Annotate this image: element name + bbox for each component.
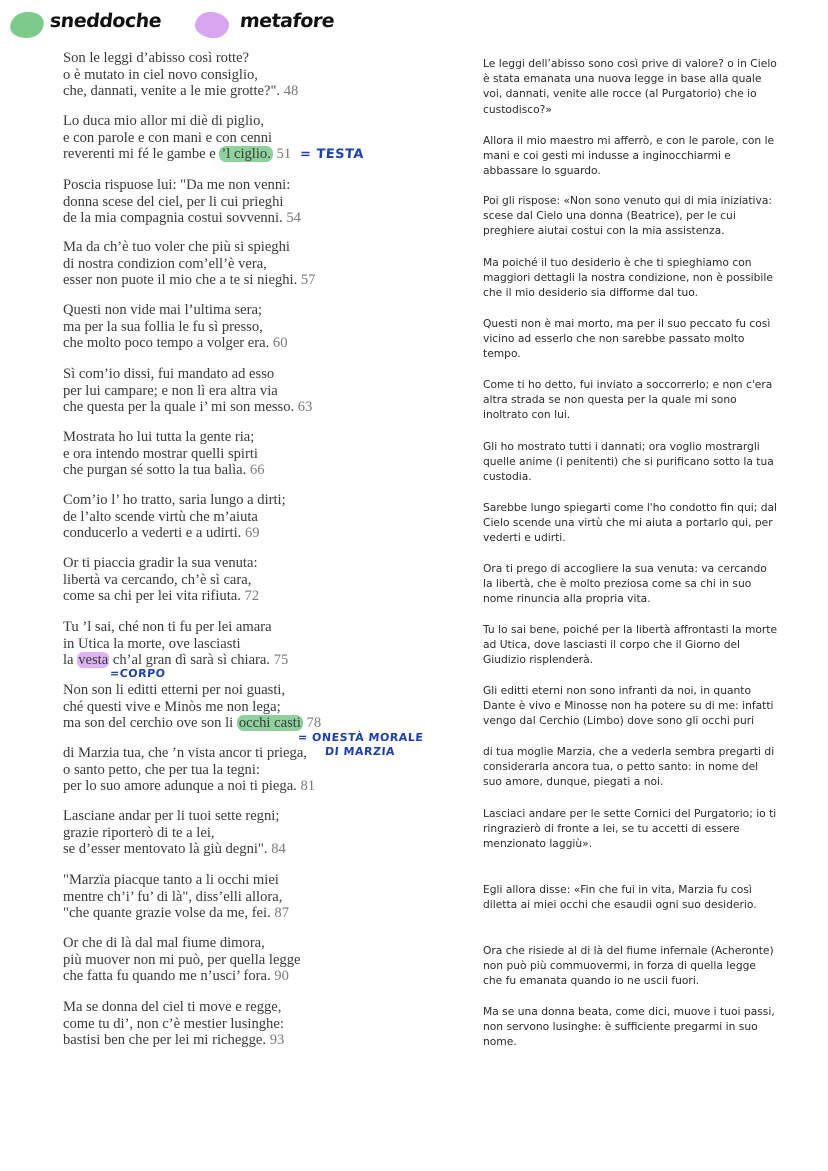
translation-paragraph: Sarebbe lungo spiegarti come l'ho condotto fin qui; dal Cielo scende una virtù che mi aiuta a portarlo qui, per vederti e udirti. bbox=[483, 501, 777, 545]
verse-line: come tu di’, non c’è mestier lusinghe: bbox=[63, 1015, 284, 1032]
verse-line: "Marzïa piacque tanto a li occhi miei bbox=[63, 872, 279, 888]
verse-line: o santo petto, che per tua la tegni: bbox=[63, 761, 260, 778]
green-highlight-swatch bbox=[8, 10, 45, 40]
translation-paragraph: Ma poiché il tuo desiderio è che ti spieghiamo con maggiori dettagli la nostra condizione, non è possibile che il mio desiderio sia difforme dal tuo. bbox=[483, 256, 773, 300]
verse-line: ch’al gran dì sarà sì chiara. bbox=[109, 652, 271, 668]
annotation-testa: = TESTA bbox=[299, 147, 365, 162]
verse-line: Ma da ch’è tuo voler che più si spieghi bbox=[63, 239, 290, 255]
verse-line: Tu ’l sai, ché non ti fu per lei amara bbox=[63, 619, 272, 635]
line-number: 78 bbox=[306, 715, 322, 731]
annotation-onesta-line2: DI MARZIA bbox=[324, 745, 396, 758]
line-number: 54 bbox=[286, 210, 301, 226]
line-number: 93 bbox=[269, 1032, 285, 1048]
line-number: 81 bbox=[300, 778, 316, 794]
verse-line: conducerlo a vederti e a udirti. bbox=[63, 525, 242, 541]
translation-paragraph: Ora che risiede al di là del fiume infernale (Acheronte) non può più commuovermi, in forza di quella legge che fu emanata quando io ne uscii fuori. bbox=[483, 944, 774, 988]
stanza-84 bbox=[63, 808, 483, 858]
verse-line: esser non puote il mio che a te si nieghi. bbox=[63, 272, 298, 288]
synecdoche-highlight: occhi casti bbox=[238, 715, 301, 731]
legend bbox=[10, 6, 410, 38]
line-number: 84 bbox=[271, 841, 286, 857]
line-number: 87 bbox=[274, 905, 289, 921]
metaphor-highlight: vesta bbox=[78, 652, 109, 668]
line-number: 48 bbox=[283, 83, 299, 99]
verse-line: più muover non mi può, per quella legge bbox=[63, 951, 301, 968]
verse-line: ma son del cerchio ove son li bbox=[63, 715, 237, 731]
verse-line: Questi non vide mai l’ultima sera; bbox=[63, 302, 262, 318]
verse-line: Mostrata ho lui tutta la gente ria; bbox=[63, 429, 255, 445]
stanza-54 bbox=[63, 177, 483, 227]
verse-line: mentre ch’i’ fu’ di là", diss’elli allora, bbox=[63, 888, 283, 905]
verse-line: Lo duca mio allor mi diè di piglio, bbox=[63, 113, 265, 129]
stanza-63 bbox=[63, 366, 483, 416]
translation-paragraph: di tua moglie Marzia, che a vederla sembra pregarti di considerarla ancora tua, o petto santo: in nome del suo amore, dunque, piegati a noi. bbox=[483, 745, 775, 789]
verse-line: e con parole e con mani e con cenni bbox=[63, 129, 273, 146]
line-number: 69 bbox=[244, 525, 260, 541]
translation-paragraph: Gli editti eterni non sono infranti da noi, in quanto Dante è vivo e Minosse non ha potere su di me: infatti vengo dal Cerchio (Limbo) dove sono gli occhi puri bbox=[483, 684, 774, 728]
verse-line: che fatta fu quando me n’usci’ fora. bbox=[63, 968, 271, 984]
legend-label-metafore: metafore bbox=[238, 10, 336, 32]
verse-line: per lui campare; e non lì era altra via bbox=[63, 382, 278, 399]
verse-line: "che quante grazie volse da me, fei. bbox=[63, 905, 271, 921]
verse-line: Or che di là dal mal fiume dimora, bbox=[63, 935, 265, 951]
synecdoche-highlight: ’l ciglio. bbox=[221, 146, 271, 162]
stanza-51 bbox=[63, 113, 483, 163]
translation-paragraph: Gli ho mostrato tutti i dannati; ora voglio mostrargli quelle anime (i penitenti) che si purificano sotto la tua custodia. bbox=[483, 440, 774, 484]
translation-paragraph: Le leggi dell’abisso sono così prive di valore? o in Cielo è stata emanata una nuova legge in base alla quale voi, dannati, venite alle rocce (al Purgatorio) che io custodisco?» bbox=[483, 57, 777, 116]
translation-paragraph: Lasciaci andare per le sette Cornici del Purgatorio; io ti ringrazierò di fronte a lei, se tu accetti di essere menzionato laggiù». bbox=[483, 807, 777, 851]
verse-line: ma per la sua follia le fu sì presso, bbox=[63, 318, 263, 335]
verse-line: Ma se donna del ciel ti move e regge, bbox=[63, 999, 282, 1015]
verse-line: Sì com’io dissi, fui mandato ad esso bbox=[63, 366, 275, 382]
verse-line: Son le leggi d’abisso così rotte? bbox=[63, 50, 250, 66]
verse-line: se d’esser mentovato là giù degni". bbox=[63, 841, 268, 857]
verse-line: bastisi ben che per lei mi richegge. bbox=[63, 1032, 267, 1048]
stanza-75 bbox=[63, 619, 483, 669]
stanza-93 bbox=[63, 999, 483, 1049]
verse-line: di Marzia tua, che ’n vista ancor ti priega, bbox=[63, 745, 307, 761]
verse-line: o è mutato in ciel novo consiglio, bbox=[63, 66, 258, 83]
verse-line: per lo suo amore adunque a noi ti piega. bbox=[63, 778, 297, 794]
verse-line: che questa per la quale i’ mi son messo. bbox=[63, 399, 295, 415]
stanza-78 bbox=[63, 682, 483, 732]
translation-paragraph: Come ti ho detto, fui inviato a soccorrerlo; e non c'era altra strada se non questa per la quale mi sono inoltrato con lui. bbox=[483, 378, 773, 422]
line-number: 90 bbox=[274, 968, 289, 984]
stanza-48 bbox=[63, 50, 483, 100]
translation-paragraph: Poi gli rispose: «Non sono venuto qui di mia iniziativa: scese dal Cielo una donna (Beatrice), per le cui preghiere aiutai costui con la mia assistenza. bbox=[483, 194, 772, 238]
verse-line: de la mia compagnia costui sovvenni. bbox=[63, 210, 283, 226]
legend-label-sineddoche: sneddoche bbox=[48, 10, 163, 32]
line-number: 63 bbox=[297, 399, 313, 415]
purple-highlight-swatch bbox=[194, 10, 231, 39]
verse-line: Or ti piaccia gradir la sua venuta: bbox=[63, 555, 258, 571]
stanza-72 bbox=[63, 555, 483, 605]
stanza-90 bbox=[63, 935, 483, 985]
line-number: 51 bbox=[276, 146, 292, 162]
line-number: 75 bbox=[273, 652, 289, 668]
verse-line: che molto poco tempo a volger era. bbox=[63, 335, 270, 351]
verse-line: di nostra condizion com’ell’è vera, bbox=[63, 255, 267, 272]
verse-line: Poscia rispuose lui: "Da me non venni: bbox=[63, 177, 291, 193]
verse-line: libertà va cercando, ch’è sì cara, bbox=[63, 571, 252, 588]
verse-line: ché questi vive e Minòs me non lega; bbox=[63, 698, 281, 715]
stanza-81 bbox=[63, 745, 483, 795]
verse-line: in Utica la morte, ove lasciasti bbox=[63, 635, 241, 652]
verse-line: che, dannati, venite a le mie grotte?". bbox=[63, 83, 281, 99]
translation-paragraph: Ora ti prego di accogliere la sua venuta: va cercando la libertà, che è molto preziosa come sa chi in suo nome rinuncia alla propria vita. bbox=[483, 562, 767, 606]
line-number: 72 bbox=[244, 588, 260, 604]
verse-line: Non son li editti etterni per noi guasti, bbox=[63, 682, 286, 698]
translation-paragraph: Egli allora disse: «Fin che fui in vita, Marzia fu così diletta ai miei occhi che esaudii ogni suo desiderio. bbox=[483, 883, 757, 912]
verse-line: Com’io l’ ho tratto, saria lungo a dirti; bbox=[63, 492, 286, 508]
verse-line: la bbox=[63, 652, 78, 668]
verse-line: de l’alto scende virtù che m’aiuta bbox=[63, 508, 258, 525]
verse-line: che purgan sé sotto la tua balìa. bbox=[63, 462, 247, 478]
translation-paragraph: Ma se una donna beata, come dici, muove i tuoi passi, non servono lusinghe: è sufficiente pregarmi in suo nome. bbox=[483, 1005, 775, 1049]
verse-line: donna scese del ciel, per li cui prieghi bbox=[63, 193, 284, 210]
verse-line: grazie riporterò di te a lei, bbox=[63, 824, 215, 841]
stanza-66 bbox=[63, 429, 483, 479]
stanza-57 bbox=[63, 239, 483, 289]
translation-paragraph: Questi non è mai morto, ma per il suo peccato fu così vicino ad esserlo che non sarebbe passato molto tempo. bbox=[483, 317, 771, 361]
translation-paragraph: Allora il mio maestro mi afferrò, e con le parole, con le mani e coi gesti mi indusse a inginocchiarmi e abbassare lo sguardo. bbox=[483, 134, 775, 178]
verse-line: Lasciane andar per li tuoi sette regni; bbox=[63, 808, 280, 824]
verse-line: reverenti mi fé le gambe e bbox=[63, 146, 220, 162]
line-number: 57 bbox=[300, 272, 316, 288]
verse-line: come sa chi per lei vita rifiuta. bbox=[63, 588, 241, 604]
verse-line: e ora intendo mostrar quelli spirti bbox=[63, 445, 258, 462]
annotation-onesta-line1: = ONESTÀ MORALE bbox=[297, 731, 424, 744]
translation-paragraph: Tu lo sai bene, poiché per la libertà affrontasti la morte ad Utica, dove lasciasti il corpo che il Giorno del Giudizio risplenderà. bbox=[483, 623, 778, 667]
annotation-corpo: =CORPO bbox=[109, 667, 166, 680]
stanza-87 bbox=[63, 872, 483, 922]
stanza-60 bbox=[63, 302, 483, 352]
line-number: 60 bbox=[272, 335, 288, 351]
stanza-69 bbox=[63, 492, 483, 542]
line-number: 66 bbox=[249, 462, 265, 478]
